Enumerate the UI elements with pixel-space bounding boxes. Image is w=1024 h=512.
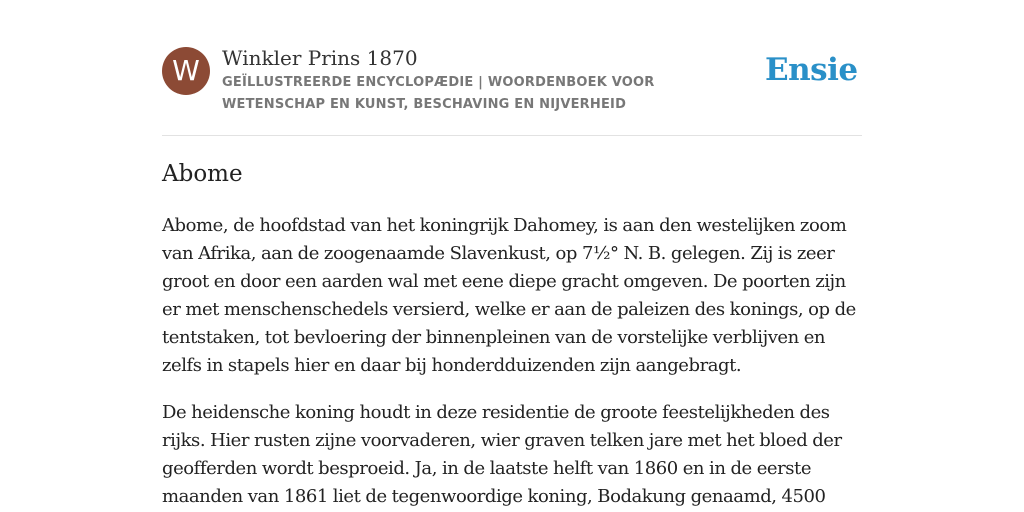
article-paragraph: De heidensche koning houdt in deze residentie de groote feestelijkheden des rijks. Hier rusten zijne voorvaderen, wier graven telken jare met het bloed der geofferden wordt besproeid. Ja, in de laatste helft van 1860 en in de eerste maanden van 1861 liet de tegenwoordige koning, Bodakung genaamd, 4500 xyxy=(162,402,842,507)
article-paragraph: Abome, de hoofdstad van het koningrijk Dahomey, is aan den westelijken zoom van Afrika, aan de zoogenaamde Slavenkust, op 7½° N. B. gelegen. Zij is zeer groot en door een aarden wal met eene diepe gracht omgeven. De poorten zijn er met menschenschedels versierd, welke er aan de paleizen des konings, op de tentstaken, tot bevloering der binnenpleinen van de vorstelijke verblijven en zelfs in stapels hier en daar bij honderdduizenden zijn aangebragt. xyxy=(162,215,856,376)
source-avatar[interactable]: W xyxy=(162,47,210,95)
article-body xyxy=(162,212,862,512)
ensie-logo[interactable]: Ensie xyxy=(765,52,858,88)
header-divider xyxy=(162,135,862,136)
source-subtitle: GEÏLLUSTREERDE ENCYCLOPÆDIE | WOORDENBOEK VOOR WETENSCHAP EN KUNST, BESCHAVING EN NIJVERHEID xyxy=(222,75,655,112)
article-title: Abome xyxy=(162,161,243,187)
source-title[interactable]: Winkler Prins 1870 xyxy=(222,46,418,70)
